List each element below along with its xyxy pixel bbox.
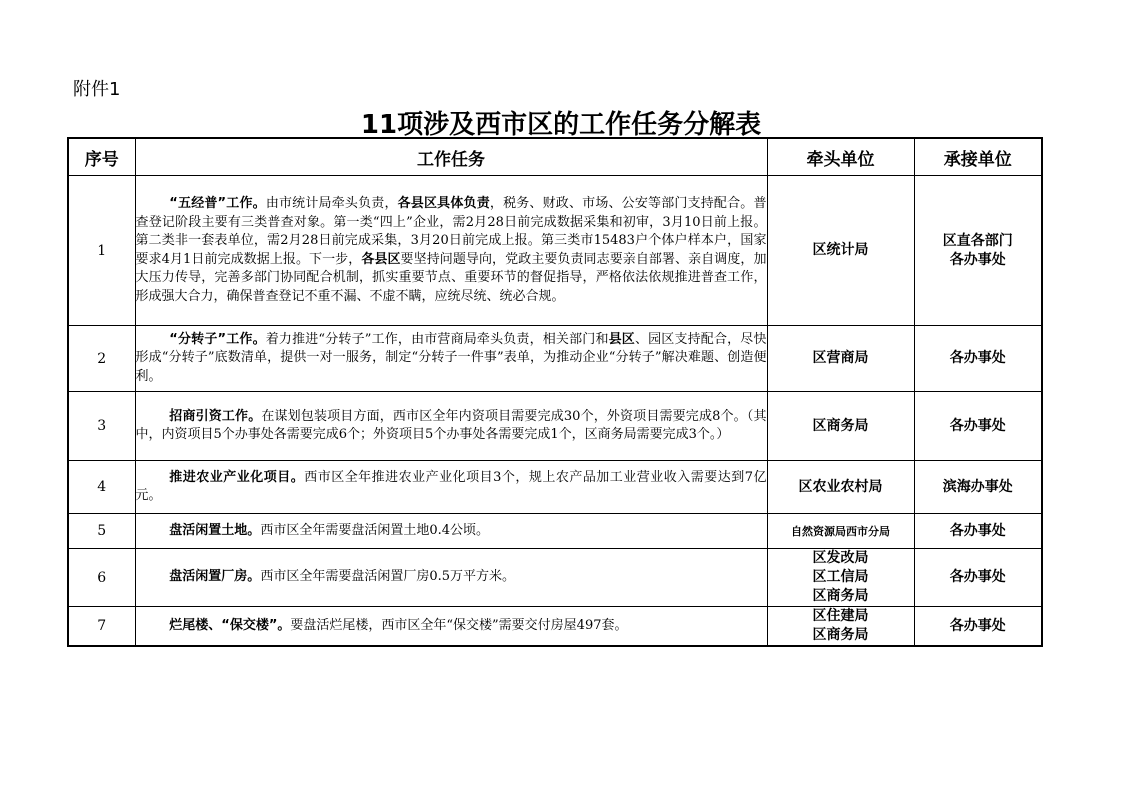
row-undertake-unit: 各办事处 xyxy=(914,326,1042,392)
lead-line: 区商务局 xyxy=(812,588,869,604)
header-task: 工作任务 xyxy=(135,138,767,176)
row-index: 1 xyxy=(68,176,135,326)
lead-line: 区工信局 xyxy=(812,569,869,585)
row-task xyxy=(135,514,767,549)
table-row xyxy=(68,326,1042,392)
row-undertake-unit: 各办事处 xyxy=(914,392,1042,461)
task-text: 要盘活烂尾楼，西市区全年“保交楼”需要交付房屋497套。 xyxy=(290,617,628,633)
row-lead-unit: 区农业农村局 xyxy=(767,461,914,514)
lead-line: 区住建局 xyxy=(812,608,869,624)
task-text: 在谋划包装项目方面，西市区全年内资项目需要完成30个，外资项目需要完成8个。（其中，内资项目5个办事处各需要完成6个；外资项目5个办事处各需要完成1个，区商务局需要完成3个。） xyxy=(135,408,767,442)
task-text: 着力推进“分转子”工作，由市营商局牵头负责，相关部门和 xyxy=(265,331,609,347)
row-lead-unit: 自然资源局西市分局 xyxy=(767,514,914,549)
document-title: 11项涉及西市区的工作任务分解表 xyxy=(360,110,762,140)
row-task xyxy=(135,607,767,647)
row-undertake-unit: 各办事处 xyxy=(914,514,1042,549)
task-heading: “五经普”工作。 xyxy=(169,196,266,211)
row-index: 7 xyxy=(68,607,135,647)
row-lead-unit: 区商务局 xyxy=(767,392,914,461)
task-text: 西市区全年需要盘活闲置土地0.4公顷。 xyxy=(260,522,489,538)
row-index: 2 xyxy=(68,326,135,392)
row-index: 4 xyxy=(68,461,135,514)
task-text: 、园区支持配合，尽快形成“分转子”底数清单，提供一对一服务，制定“分转子一件事”表单，为推动企业“分转子”解决难题、创造便利。 xyxy=(135,331,767,384)
task-breakdown-table xyxy=(67,137,1043,647)
row-undertake-unit: 各办事处 xyxy=(914,549,1042,607)
table-row xyxy=(68,514,1042,549)
task-text: 由市统计局牵头负责， xyxy=(265,196,398,211)
task-text: 西市区全年需要盘活闲置厂房0.5万平方米。 xyxy=(260,569,515,585)
table-row xyxy=(68,549,1042,607)
task-heading: 招商引资工作。 xyxy=(169,408,262,424)
row-task xyxy=(135,326,767,392)
undertake-line: 各办事处 xyxy=(949,251,1006,268)
attachment-label: 附件1 xyxy=(73,79,121,100)
row-index: 6 xyxy=(68,549,135,607)
row-index: 5 xyxy=(68,514,135,549)
row-undertake-unit: 各办事处 xyxy=(914,607,1042,647)
lead-line: 区发改局 xyxy=(812,550,869,566)
task-emphasis: 各县区 xyxy=(361,251,401,267)
row-lead-unit xyxy=(767,549,914,607)
table-row xyxy=(68,607,1042,647)
row-task xyxy=(135,392,767,461)
row-task xyxy=(135,549,767,607)
row-undertake-unit xyxy=(914,176,1042,326)
task-heading: 烂尾楼、“保交楼”。 xyxy=(169,617,291,633)
task-heading: 盘活闲置厂房。 xyxy=(169,569,261,585)
row-lead-unit: 区营商局 xyxy=(767,326,914,392)
table-header-row xyxy=(68,138,1042,176)
undertake-line: 区直各部门 xyxy=(942,232,1013,249)
row-lead-unit: 区统计局 xyxy=(767,176,914,326)
row-lead-unit xyxy=(767,607,914,647)
lead-line: 区商务局 xyxy=(812,627,869,643)
header-lead: 牵头单位 xyxy=(767,138,914,176)
table-row xyxy=(68,392,1042,461)
row-index: 3 xyxy=(68,392,135,461)
task-text: 要坚持问题导向，党政主要负责同志要亲自部署、亲自调度，加大压力传导，完善多部门协同配合机制，抓实重要节点、重要环节的督促指导，严格依法依规推进普查工作，形成强大合力，确保普查登记不重不漏、不虚不瞒，应统尽统、统必合规。 xyxy=(135,251,767,304)
task-heading: 推进农业产业化项目。 xyxy=(169,469,305,485)
header-index: 序号 xyxy=(68,138,135,176)
task-heading: “分转子”工作。 xyxy=(169,331,266,347)
task-text: 西市区全年推进农业产业化项目3个，规上农产品加工业营业收入需要达到7亿元。 xyxy=(135,469,767,503)
row-task xyxy=(135,461,767,514)
table-row xyxy=(68,461,1042,514)
task-emphasis: 各县区具体负责 xyxy=(397,196,490,211)
row-undertake-unit: 滨海办事处 xyxy=(914,461,1042,514)
table-row xyxy=(68,176,1042,326)
header-undertake: 承接单位 xyxy=(914,138,1042,176)
row-task xyxy=(135,176,767,326)
task-heading: 盘活闲置土地。 xyxy=(169,522,261,538)
task-text: ，税务、财政、市场、公安等部门支持配合。普查登记阶段主要有三类普查对象。第一类“四上”企业，需2月28日前完成数据采集和初审，3月10日前上报。第二类非一套表单位，需2月28日前完成采集，3月20日前完成上报。第三类市15483户个体户样本户，国家要求4月1日前完成数据上报。下一步， xyxy=(135,196,767,267)
task-emphasis: 县区 xyxy=(608,331,635,347)
